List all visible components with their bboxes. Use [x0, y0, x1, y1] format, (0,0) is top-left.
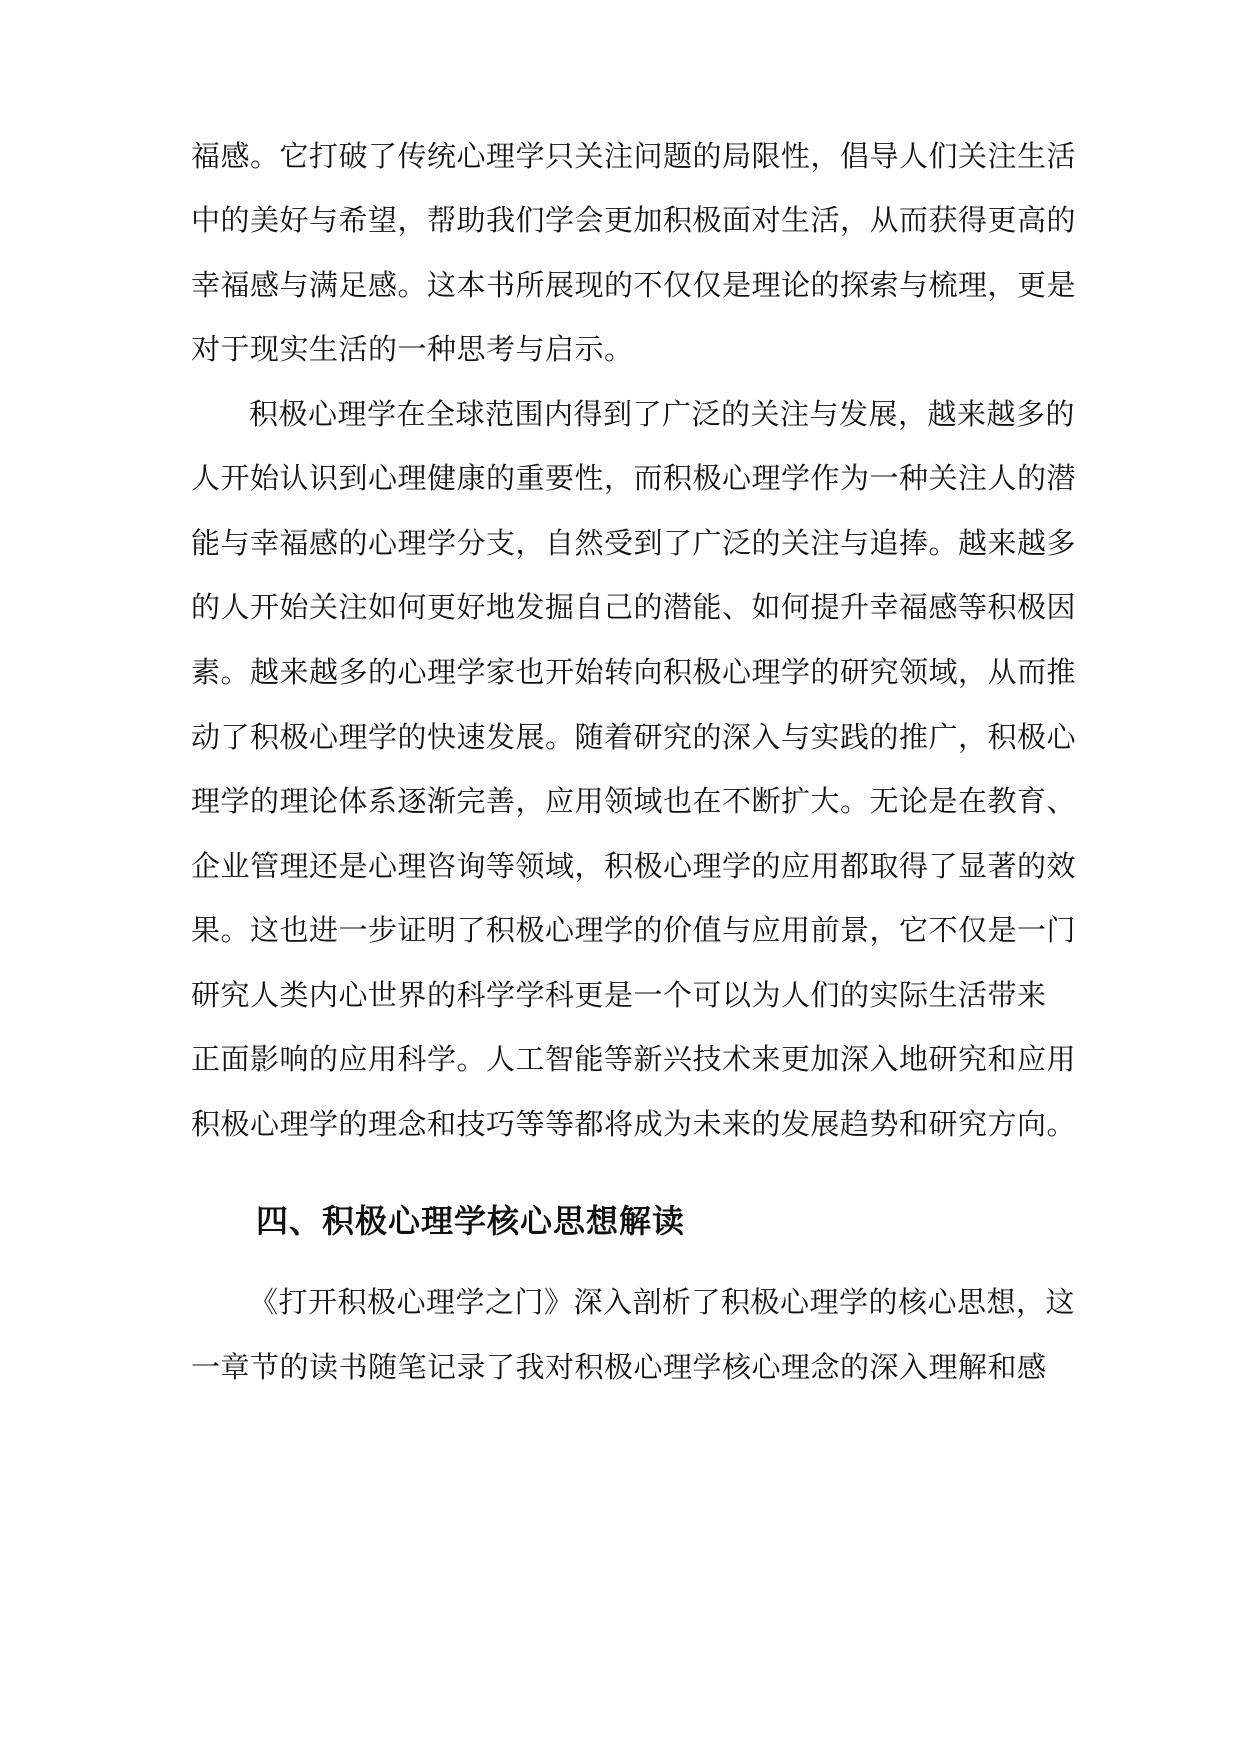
paragraph-line: 研究人类内心世界的科学学科更是一个可以为人们的实际生活带来 [191, 978, 1047, 1012]
paragraph-line: 能与幸福感的心理学分支，自然受到了广泛的关注与追捧。越来越多 [191, 526, 1077, 560]
paragraph-line: 中的美好与希望，帮助我们学会更加积极面对生活，从而获得更高的 [191, 203, 1077, 237]
paragraph-line: 福感。它打破了传统心理学只关注问题的局限性，倡导人们关注生活 [191, 139, 1077, 173]
paragraph-line: 企业管理还是心理咨询等领域，积极心理学的应用都取得了显著的效 [191, 849, 1077, 883]
paragraph-line: 积极心理学在全球范围内得到了广泛的关注与发展，越来越多的 [249, 397, 1076, 431]
paragraph-line: 动了积极心理学的快速发展。随着研究的深入与实践的推广，积极心 [191, 720, 1077, 754]
paragraph-line: 幸福感与满足感。这本书所展现的不仅仅是理论的探索与梳理，更是 [191, 268, 1077, 302]
paragraph-line: 积极心理学的理念和技巧等等都将成为未来的发展趋势和研究方向。 [191, 1107, 1077, 1141]
section-heading: 四、积极心理学核心思想解读 [256, 1202, 686, 1240]
paragraph-line: 素。越来越多的心理学家也开始转向积极心理学的研究领域，从而推 [191, 655, 1077, 689]
paragraph-line: 理学的理论体系逐渐完善，应用领域也在不断扩大。无论是在教育、 [191, 784, 1077, 818]
paragraph-line: 正面影响的应用科学。人工智能等新兴技术来更加深入地研究和应用 [191, 1042, 1077, 1076]
paragraph-line: 人开始认识到心理健康的重要性，而积极心理学作为一种关注人的潜 [191, 461, 1077, 495]
paragraph-line: 果。这也进一步证明了积极心理学的价值与应用前景，它不仅是一门 [191, 913, 1077, 947]
paragraph-line: 《打开积极心理学之门》深入剖析了积极心理学的核心思想，这 [249, 1285, 1076, 1319]
paragraph-line: 一章节的读书随笔记录了我对积极心理学核心理念的深入理解和感 [191, 1350, 1047, 1384]
paragraph-line: 的人开始关注如何更好地发掘自己的潜能、如何提升幸福感等积极因 [191, 590, 1077, 624]
paragraph-line: 对于现实生活的一种思考与启示。 [191, 332, 634, 366]
